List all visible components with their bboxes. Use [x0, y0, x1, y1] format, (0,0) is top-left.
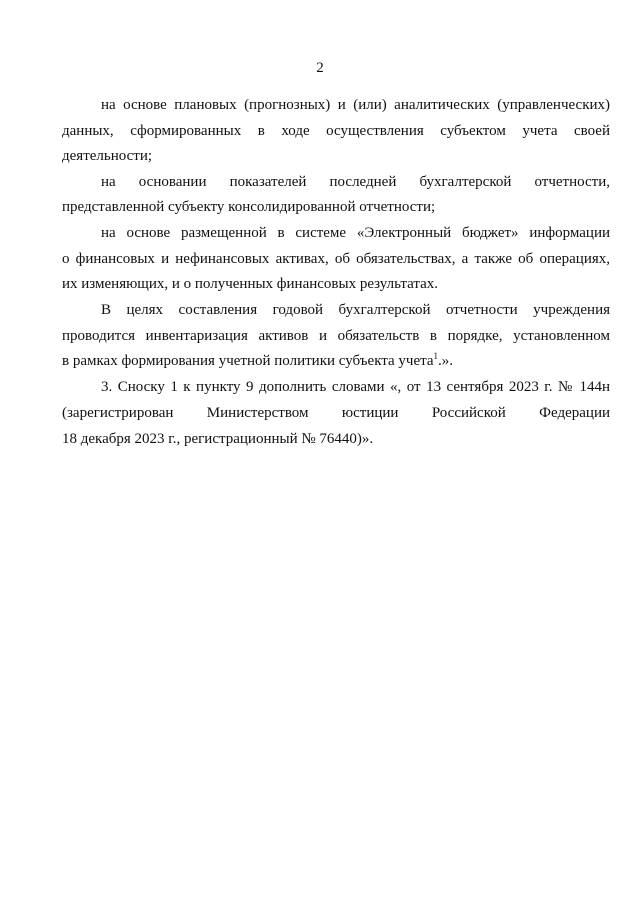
paragraph-4-line-3-text: в рамках формирования учетной политики субъекта учета — [62, 353, 434, 369]
paragraph-3-line-2: о финансовых и нефинансовых активах, об обязательствах, а также об операциях, — [62, 251, 610, 267]
paragraph-1-line-1: на основе плановых (прогнозных) и (или) аналитических (управленческих) — [101, 97, 610, 113]
paragraph-4-tail: .». — [438, 353, 454, 369]
paragraph-3-line-3: их изменяющих, и о полученных финансовых результатах. — [62, 276, 439, 292]
paragraph-5-line-2: (зарегистрирован Министерством юстиции Российской Федерации — [62, 405, 610, 421]
paragraph-4-line-3 — [62, 351, 453, 371]
paragraph-4-line-1: В целях составления годовой бухгалтерской отчетности учреждения — [101, 302, 610, 318]
paragraph-1-line-2: данных, сформированных в ходе осуществления субъектом учета своей — [62, 123, 610, 139]
paragraph-4-line-2: проводится инвентаризация активов и обязательств в порядке, установленном — [62, 328, 610, 344]
paragraph-2-line-1: на основании показателей последней бухгалтерской отчетности, — [101, 174, 610, 190]
paragraph-5-line-1: 3. Сноску 1 к пункту 9 дополнить словами «, от 13 сентября 2023 г. № 144н — [101, 379, 610, 395]
paragraph-5-line-3: 18 декабря 2023 г., регистрационный № 76440)». — [62, 431, 374, 447]
footnote-mark: 1 — [433, 351, 439, 361]
paragraph-1-line-3: деятельности; — [62, 148, 153, 164]
page-number: 2 — [316, 60, 324, 76]
paragraph-2-line-2: представленной субъекту консолидированной отчетности; — [62, 199, 436, 215]
paragraph-3-line-1: на основе размещенной в системе «Электронный бюджет» информации — [101, 225, 610, 241]
